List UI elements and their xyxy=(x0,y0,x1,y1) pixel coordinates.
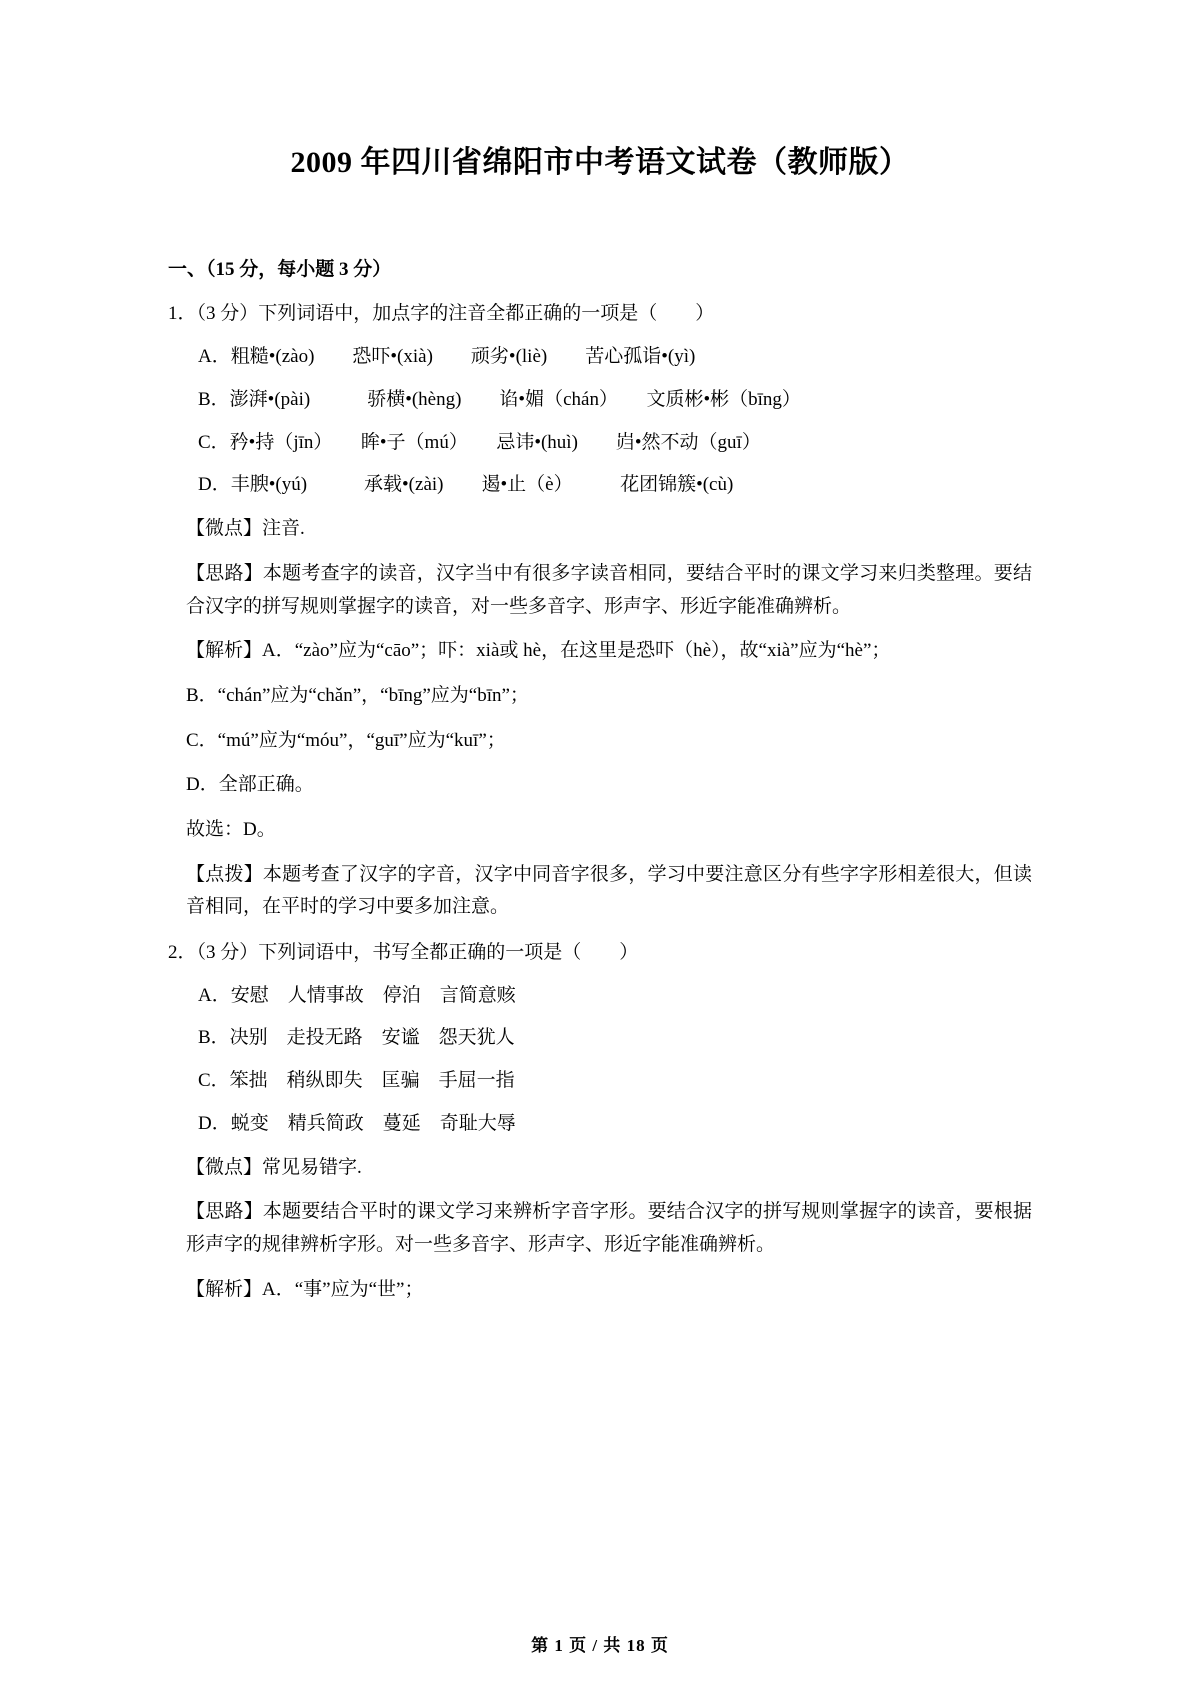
answer-note: C．“mú”应为“móu”，“guī”应为“kuī”； xyxy=(186,729,506,751)
answer-note: 【解析】A．“事”应为“世”； xyxy=(186,1278,424,1300)
answer-note: 【微点】注音. xyxy=(186,518,305,540)
answer-note: 【点拨】本题考查了汉字的字音，汉字中同音字很多，学习中要注意区分有些字字形相差很大，但读音相同，在平时的学习中要多加注意。 xyxy=(186,863,1032,918)
section-heading: 一、（15 分，每小题 3 分） xyxy=(168,259,392,280)
question-option: C．笨拙 稍纵即失 匡骗 手屈一指 xyxy=(198,1070,515,1092)
answer-note: B．“chán”应为“chǎn”，“bīng”应为“bīn”； xyxy=(186,684,529,706)
footer-suffix: 页 xyxy=(650,1636,669,1655)
answer-note: 【思路】本题考查字的读音，汉字当中有很多字读音相同，要结合平时的课文学习来归类整理。要结合汉字的拼写规则掌握字的读音，对一些多音字、形声字、形近字能准确辨析。 xyxy=(186,562,1032,617)
question-option: D．丰腴•(yú) 承载•(zài) 遏•止（è） 花团锦簇•(cù) xyxy=(198,474,734,496)
footer-prefix: 第 xyxy=(531,1636,550,1655)
question-option: C．矜•持（jīn） 眸•子（mú） 忌讳•(huì) 岿•然不动（guī） xyxy=(198,431,761,453)
question-stem: 1．（3 分）下列词语中，加点字的注音全都正确的一项是（ ） xyxy=(168,303,715,325)
question-option: D．蜕变 精兵简政 蔓延 奇耻大辱 xyxy=(198,1113,516,1134)
question-option: B．澎湃•(pài) 骄横•(hèng) 谄•媚（chán） 文质彬•彬（bīng） xyxy=(198,388,801,410)
answer-note: D．全部正确。 xyxy=(186,774,314,796)
answer-note: 故选：D。 xyxy=(186,818,276,840)
question-option: A．安慰 人情事故 停泊 言简意赅 xyxy=(198,984,516,1006)
answer-note: 【思路】本题要结合平时的课文学习来辨析字音字形。要结合汉字的拼写规则掌握字的读音，要根据形声字的规律辨析字形。对一些多音字、形声字、形近字能准确辨析。 xyxy=(186,1201,1032,1256)
footer-middle: 页 / 共 xyxy=(569,1636,622,1655)
page-footer xyxy=(0,1631,1200,1656)
question-option: A．粗糙•(zào) 恐吓•(xià) 顽劣•(liè) 苦心孤诣•(yì) xyxy=(198,346,696,368)
answer-note: 【解析】A．“zào”应为“cāo”；吓：xià或 hè，在这里是恐吓（hè），故“xià”应为“hè”； xyxy=(186,640,891,662)
answer-note: 【微点】常见易错字. xyxy=(186,1156,362,1178)
footer-total-pages: 18 xyxy=(626,1636,646,1655)
page-title: 2009 年四川省绵阳市中考语文试卷（教师版） xyxy=(290,146,910,179)
question-stem: 2．（3 分）下列词语中，书写全都正确的一项是（ ） xyxy=(168,941,639,963)
question-option: B．决别 走投无路 安谧 怨天犹人 xyxy=(198,1027,515,1049)
footer-page-number: 1 xyxy=(554,1636,564,1655)
